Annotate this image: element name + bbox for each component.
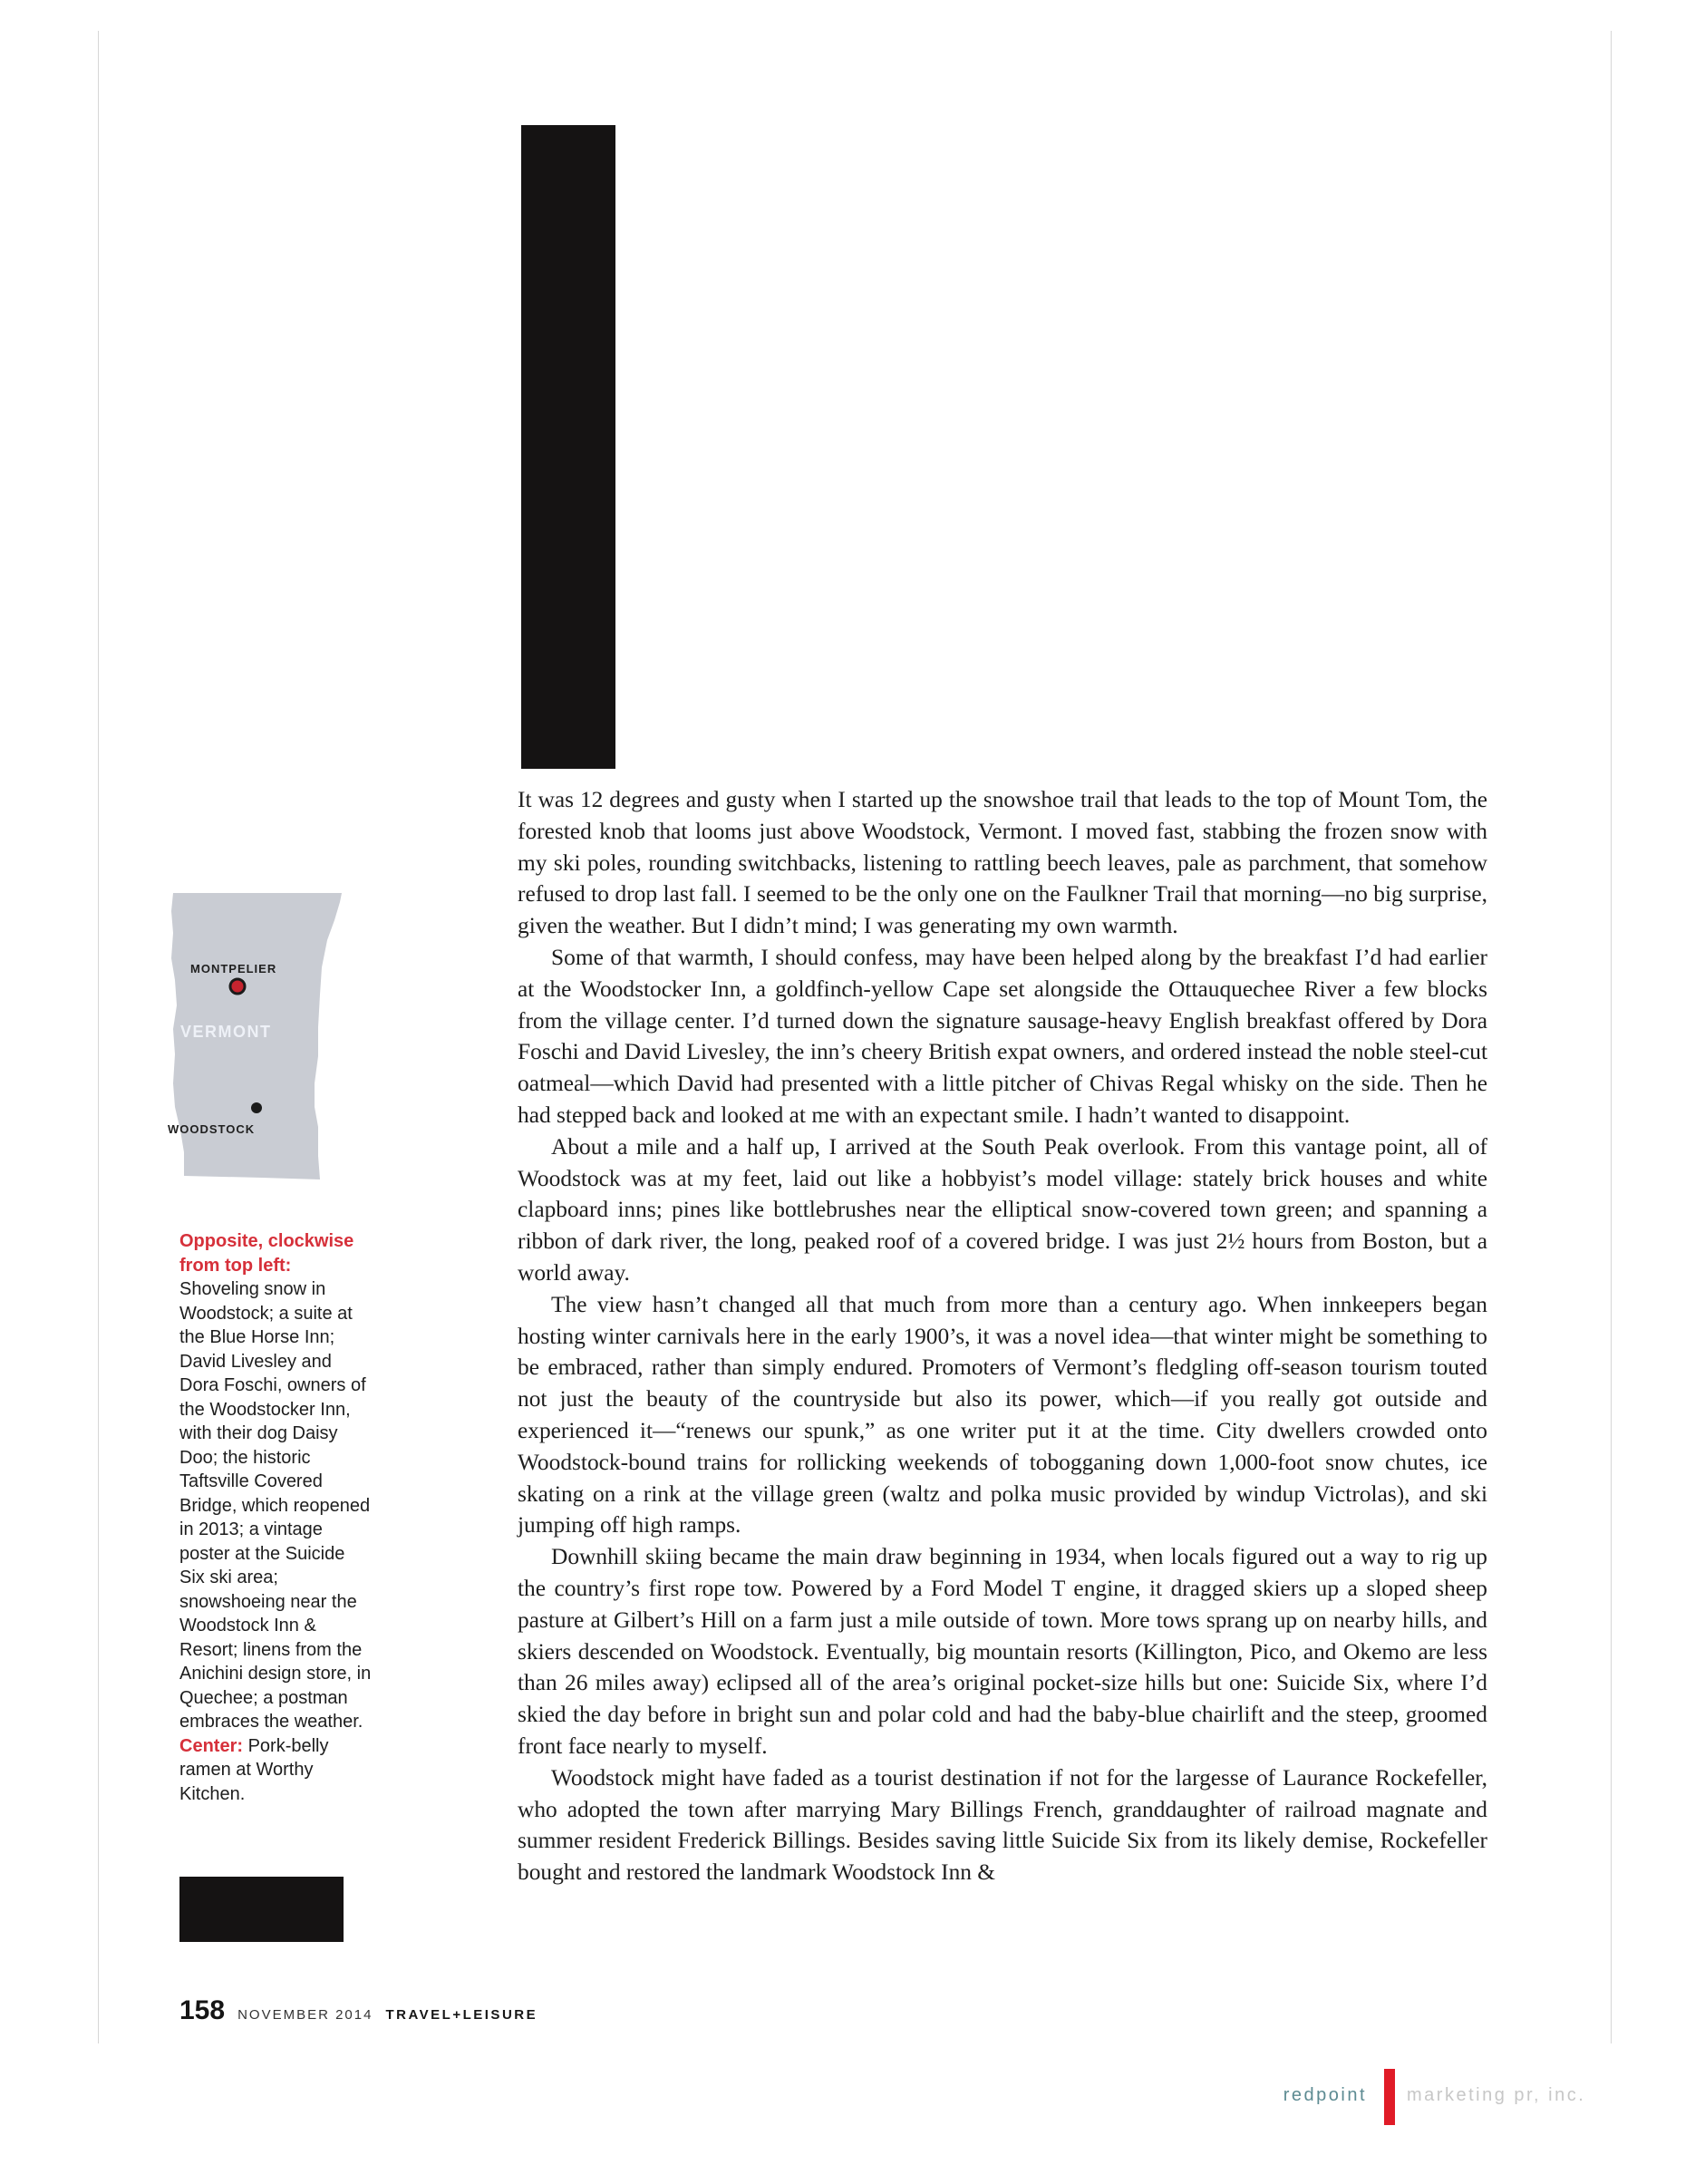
article-paragraph: Some of that warmth, I should confess, may have been helped along by the breakfast I’d had earlier at the Woodstocker Inn, a goldfinch-yellow Cape set alongside the Ottauquechee River a few blocks from the village center. I’d turned down the signature sausage-heavy English breakfast offered by Dora Foschi and David Livesley, the inn’s cheery British expat owners, and ordered instead the noble steel-cut oatmeal—which David had presented with a little pitcher of Chivas Regal whisky on the side. Then he had stepped back and looked at me with an expectant smile. I hadn’t wanted to disappoint. [518,944,1487,1128]
montpelier-dot [230,979,245,994]
article-paragraph: It was 12 degrees and gusty when I started up the snowshoe trail that leads to the top of Mount Tom, the forested knob that looms just above Woodstock, Vermont. I moved fast, stabbing the frozen snow with my ski poles, rounding switchbacks, listening to rattling beech leaves, pale as parchment, that somehow refused to drop last fall. I seemed to be the only one on the Faulkner Trail that morning—no big surprise, given the weather. But I didn’t mind; I was generating my own warmth. [518,787,1487,939]
article-paragraph: About a mile and a half up, I arrived at the South Peak overlook. From this vantage point, all of Woodstock was at my feet, laid out like a hobbyist’s model village: stately brick houses and white clapboard inns; pines like bottlebrushes near the elliptical snow-covered town green; and spanning a ribbon of dark river, the long, peaked roof of a covered bridge. I was just 2½ hours from Boston, but a world away. [518,1133,1487,1286]
page-footer [179,1995,538,2026]
caption-center-body: Pork-belly ramen at Worthy Kitchen. [179,1735,329,1804]
article-paragraph: Woodstock might have faded as a tourist destination if not for the largesse of Laurance Rockefeller, who adopted the town after marrying Mary Billings French, granddaughter of railroad magnate and summer resident Frederick Billings. Besides saving little Suicide Six from its likely demise, Rockefeller bought and restored the landmark Woodstock Inn & [518,1764,1487,1886]
stamp-left-word: redpoint [1283,2085,1367,2105]
stamp-right-words: marketing pr, inc. [1407,2085,1586,2105]
article-paragraph: Downhill skiing became the main draw beginning in 1934, when locals figured out a way to rig up the country’s first rope tow. Powered by a Ford Model T engine, it dragged skiers up a sloped sheep pasture at Gilbert’s Hill on a farm just a mile outside of town. More tows sprang up on nearby hills, and skiers descended on Woodstock. Eventually, big mountain resorts (Killington, Pico, and Okemo are less than 26 miles away) eclipsed all of the area’s original pocket-size hills but one: Suicide Six, where I’d skied the day before in bright sun and polar cold and had the baby-blue chairlift and the steep, groomed front face nearly to myself. [518,1544,1487,1759]
caption-black-box [179,1877,344,1942]
montpelier-label: MONTPELIER [190,962,277,976]
page-number: 158 [179,1995,226,2025]
photo-caption [179,1229,374,1806]
article-body [518,784,1487,1888]
woodstock-label: WOODSTOCK [168,1122,256,1136]
vermont-label: VERMONT [180,1023,272,1041]
page-left-edge [98,31,99,2043]
article-paragraph: The view hasn’t changed all that much from more than a century ago. When innkeepers began hosting winter carnivals here in the early 1900’s, it was a novel idea—that winter might be something to be embraced, rather than simply endured. Promoters of Vermont’s fledgling off-season tourism touted not just the beauty of the countryside but also its power, which—if you really got outside and experienced it—“renews our spunk,” as one writer put it at the time. City dwellers crowded onto Woodstock-bound trains for rollicking weekends of tobogganing down 1,000-foot snow chutes, ice skating on a rink at the village green (waltz and polka music provided by windup Victrolas), and ski jumping off high ramps. [518,1291,1487,1539]
caption-lead: Opposite, clockwise from top left: [179,1231,354,1276]
page-right-edge [1611,31,1612,2043]
vermont-shape [168,893,349,1192]
agency-stamp [1278,2069,1604,2123]
magazine-name: TRAVEL+LEISURE [385,2007,538,2023]
issue-date: NOVEMBER 2014 [237,2007,373,2023]
caption-body: Shoveling snow in Woodstock; a suite at the Blue Horse Inn; David Livesley and Dora Foschi, owners of the Woodstocker Inn, with their dog Daisy Doo; the historic Taftsville Covered Bridge, which reopened in 2013; a vintage poster at the Suicide Six ski area; snowshoeing near the Woodstock Inn & Resort; linens from the Anichini design store, in Quechee; a postman embraces the weather. [179,1279,372,1732]
drop-cap-block [521,125,615,769]
caption-center-label: Center: [179,1735,244,1756]
woodstock-dot [251,1102,262,1113]
vermont-map [168,893,349,1192]
stamp-red-bar [1384,2069,1395,2125]
